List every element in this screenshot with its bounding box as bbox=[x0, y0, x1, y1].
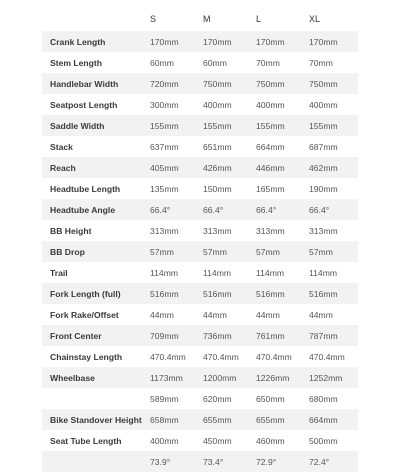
value-cell-xl: 70mm bbox=[309, 57, 333, 68]
value-cell-l: 70mm bbox=[256, 57, 280, 68]
row-label: BB Height bbox=[50, 225, 92, 236]
table-row bbox=[42, 241, 358, 262]
value-cell-m: 736mm bbox=[203, 330, 232, 341]
value-cell-l: 114mm bbox=[256, 267, 285, 278]
value-cell-l: 155mm bbox=[256, 120, 285, 131]
value-cell-xl: 114mm bbox=[309, 267, 338, 278]
value-cell-s: 135mm bbox=[150, 183, 179, 194]
size-header-xl: XL bbox=[309, 14, 321, 24]
size-header-l: L bbox=[256, 14, 262, 24]
value-cell-s: 658mm bbox=[150, 414, 179, 425]
row-label: Reach bbox=[50, 162, 76, 173]
table-row bbox=[42, 94, 358, 115]
value-cell-m: 400mm bbox=[203, 99, 232, 110]
value-cell-l: 664mm bbox=[256, 141, 285, 152]
table-body bbox=[42, 31, 358, 472]
value-cell-m: 655mm bbox=[203, 414, 232, 425]
value-cell-m: 73.4° bbox=[203, 456, 224, 467]
row-label: Trail bbox=[50, 267, 68, 278]
value-cell-s: 313mm bbox=[150, 225, 179, 236]
row-label: Handlebar Width bbox=[50, 78, 119, 89]
value-cell-s: 589mm bbox=[150, 393, 179, 404]
value-cell-m: 750mm bbox=[203, 78, 232, 89]
value-cell-l: 516mm bbox=[256, 288, 285, 299]
table-row bbox=[42, 346, 358, 367]
value-cell-xl: 190mm bbox=[309, 183, 338, 194]
value-cell-l: 57mm bbox=[256, 246, 280, 257]
table-row bbox=[42, 73, 358, 94]
value-cell-l: 72.9° bbox=[256, 456, 277, 467]
value-cell-l: 446mm bbox=[256, 162, 285, 173]
value-cell-s: 1173mm bbox=[150, 372, 183, 383]
row-label: Saddle Width bbox=[50, 120, 105, 131]
row-label: Fork Length (full) bbox=[50, 288, 121, 299]
value-cell-xl: 1252mm bbox=[309, 372, 343, 383]
value-cell-xl: 664mm bbox=[309, 414, 338, 425]
table-row bbox=[42, 220, 358, 241]
table-row bbox=[42, 430, 358, 451]
table-row bbox=[42, 115, 358, 136]
value-cell-xl: 57mm bbox=[309, 246, 333, 257]
value-cell-s: 300mm bbox=[150, 99, 179, 110]
value-cell-s: 516mm bbox=[150, 288, 179, 299]
value-cell-m: 470.4mm bbox=[203, 351, 239, 362]
value-cell-s: 155mm bbox=[150, 120, 179, 131]
value-cell-l: 761mm bbox=[256, 330, 285, 341]
geometry-table bbox=[42, 7, 358, 472]
row-label: Wheelbase bbox=[50, 372, 95, 383]
row-label: Front Center bbox=[50, 330, 102, 341]
value-cell-s: 405mm bbox=[150, 162, 179, 173]
row-label: Seatpost Length bbox=[50, 99, 118, 110]
value-cell-s: 720mm bbox=[150, 78, 179, 89]
value-cell-s: 637mm bbox=[150, 141, 179, 152]
table-row bbox=[42, 451, 358, 472]
value-cell-s: 44mm bbox=[150, 309, 174, 320]
value-cell-m: 66.4° bbox=[203, 204, 224, 215]
value-cell-m: 313mm bbox=[203, 225, 232, 236]
row-label: Seat Tube Length bbox=[50, 435, 122, 446]
value-cell-s: 57mm bbox=[150, 246, 174, 257]
value-cell-xl: 44mm bbox=[309, 309, 333, 320]
row-label: Stack bbox=[50, 141, 73, 152]
table-row bbox=[42, 52, 358, 73]
value-cell-m: 170mm bbox=[203, 36, 232, 47]
value-cell-xl: 750mm bbox=[309, 78, 338, 89]
value-cell-xl: 462mm bbox=[309, 162, 338, 173]
value-cell-l: 170mm bbox=[256, 36, 285, 47]
value-cell-s: 66.4° bbox=[150, 204, 171, 215]
value-cell-l: 460mm bbox=[256, 435, 285, 446]
size-header-s: S bbox=[150, 14, 157, 24]
value-cell-xl: 66.4° bbox=[309, 204, 330, 215]
value-cell-s: 400mm bbox=[150, 435, 179, 446]
value-cell-m: 155mm bbox=[203, 120, 232, 131]
value-cell-l: 650mm bbox=[256, 393, 285, 404]
table-row bbox=[42, 31, 358, 52]
value-cell-xl: 680mm bbox=[309, 393, 338, 404]
value-cell-m: 60mm bbox=[203, 57, 227, 68]
value-cell-m: 1200mm bbox=[203, 372, 237, 383]
table-row bbox=[42, 157, 358, 178]
value-cell-m: 114mm bbox=[203, 267, 232, 278]
table-row bbox=[42, 262, 358, 283]
table-row bbox=[42, 325, 358, 346]
value-cell-xl: 155mm bbox=[309, 120, 338, 131]
row-label: Crank Length bbox=[50, 36, 106, 47]
value-cell-xl: 787mm bbox=[309, 330, 338, 341]
table-row bbox=[42, 367, 358, 388]
table-row bbox=[42, 199, 358, 220]
value-cell-s: 709mm bbox=[150, 330, 179, 341]
value-cell-l: 400mm bbox=[256, 99, 285, 110]
row-label: Headtube Angle bbox=[50, 204, 116, 215]
value-cell-m: 450mm bbox=[203, 435, 232, 446]
value-cell-m: 44mm bbox=[203, 309, 227, 320]
table-header-row bbox=[42, 7, 358, 31]
value-cell-l: 44mm bbox=[256, 309, 280, 320]
value-cell-l: 470.4mm bbox=[256, 351, 292, 362]
value-cell-l: 313mm bbox=[256, 225, 285, 236]
value-cell-s: 170mm bbox=[150, 36, 179, 47]
value-cell-s: 73.9° bbox=[150, 456, 171, 467]
value-cell-xl: 516mm bbox=[309, 288, 338, 299]
row-label: Stem Length bbox=[50, 57, 103, 68]
value-cell-l: 1226mm bbox=[256, 372, 290, 383]
table-row bbox=[42, 409, 358, 430]
value-cell-l: 655mm bbox=[256, 414, 285, 425]
value-cell-m: 150mm bbox=[203, 183, 232, 194]
row-label: Fork Rake/Offset bbox=[50, 309, 119, 320]
value-cell-xl: 687mm bbox=[309, 141, 338, 152]
size-header-m: M bbox=[203, 14, 211, 24]
row-label: Bike Standover Height bbox=[50, 414, 142, 425]
row-label: BB Drop bbox=[50, 246, 85, 257]
value-cell-xl: 313mm bbox=[309, 225, 338, 236]
value-cell-l: 66.4° bbox=[256, 204, 277, 215]
value-cell-s: 60mm bbox=[150, 57, 174, 68]
row-label: Headtube Length bbox=[50, 183, 121, 194]
value-cell-m: 426mm bbox=[203, 162, 232, 173]
value-cell-xl: 72.4° bbox=[309, 456, 330, 467]
table-row bbox=[42, 136, 358, 157]
value-cell-xl: 470.4mm bbox=[309, 351, 345, 362]
value-cell-xl: 500mm bbox=[309, 435, 338, 446]
table-row bbox=[42, 283, 358, 304]
value-cell-m: 516mm bbox=[203, 288, 232, 299]
value-cell-l: 750mm bbox=[256, 78, 285, 89]
table-row bbox=[42, 388, 358, 409]
value-cell-m: 57mm bbox=[203, 246, 227, 257]
value-cell-xl: 400mm bbox=[309, 99, 338, 110]
value-cell-s: 114mm bbox=[150, 267, 179, 278]
value-cell-l: 165mm bbox=[256, 183, 285, 194]
table-row bbox=[42, 178, 358, 199]
value-cell-m: 651mm bbox=[203, 141, 232, 152]
value-cell-xl: 170mm bbox=[309, 36, 338, 47]
table-row bbox=[42, 304, 358, 325]
value-cell-m: 620mm bbox=[203, 393, 232, 404]
row-label: Chainstay Length bbox=[50, 351, 123, 362]
value-cell-s: 470.4mm bbox=[150, 351, 186, 362]
